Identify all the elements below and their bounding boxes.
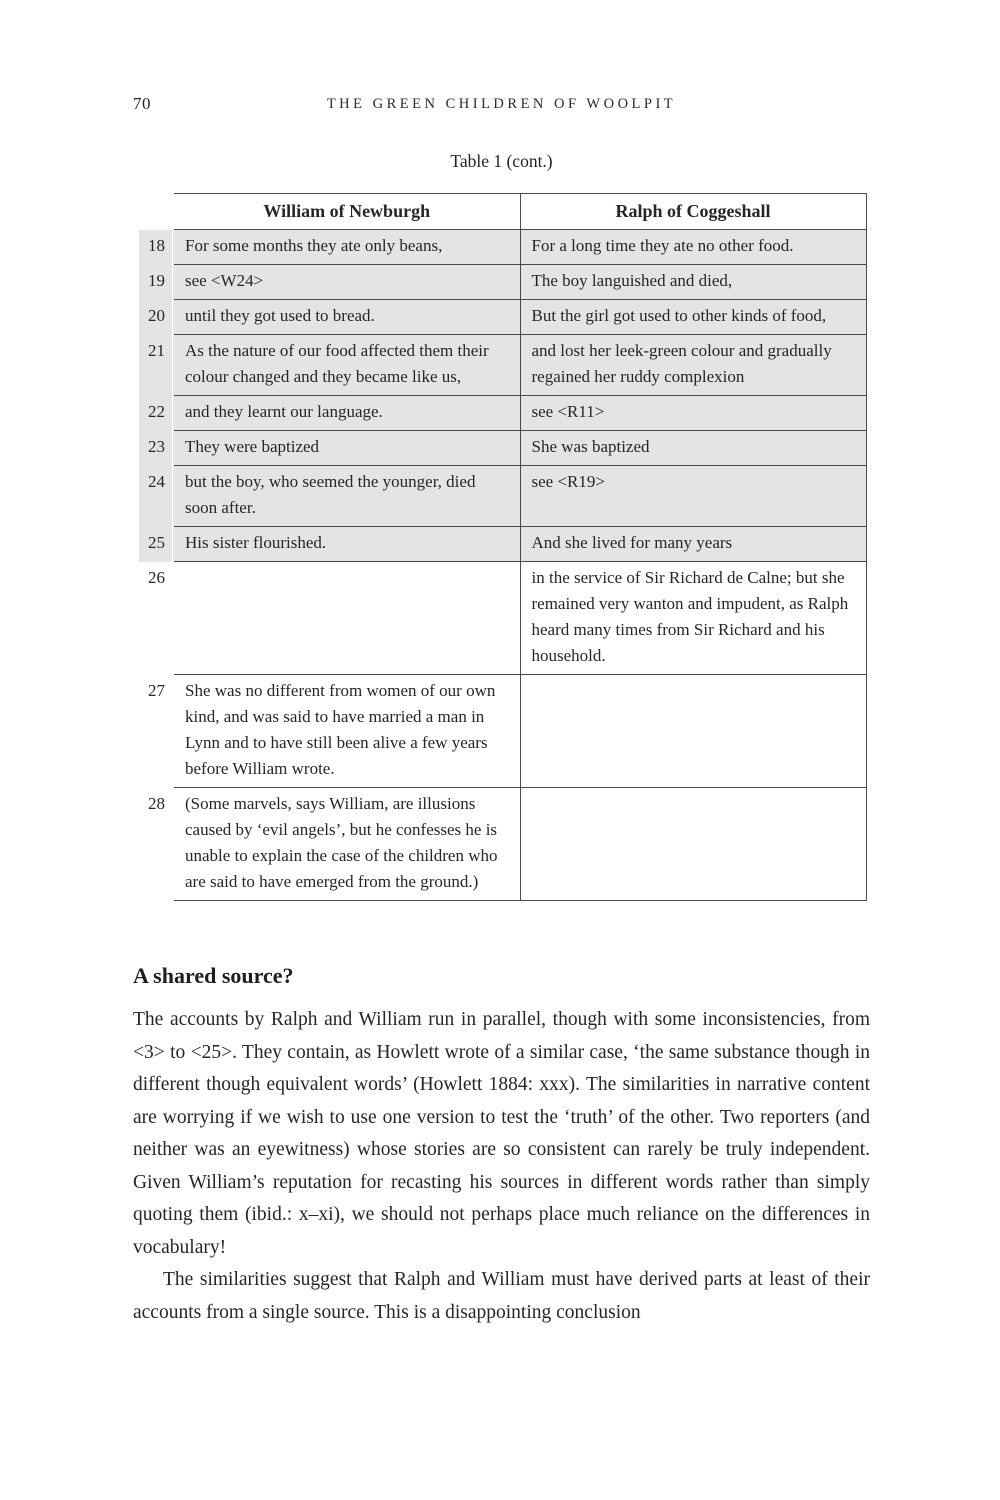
william-cell: His sister flourished. — [173, 527, 520, 562]
row-number: 19 — [139, 265, 173, 300]
comparison-table — [139, 193, 867, 901]
table-row — [139, 431, 866, 466]
table-caption: Table 1 (cont.) — [450, 151, 553, 171]
row-number: 23 — [139, 431, 173, 466]
table-row — [139, 265, 866, 300]
row-number: 22 — [139, 396, 173, 431]
table-row — [139, 527, 866, 562]
column-header-william: William of Newburgh — [173, 194, 520, 230]
ralph-cell: see <R19> — [520, 466, 866, 527]
ralph-cell: see <R11> — [520, 396, 866, 431]
ralph-cell: And she lived for many years — [520, 527, 866, 562]
body-paragraph: The similarities suggest that Ralph and William must have derived parts at least of their accounts from a single source. This is a disappointing conclusion — [133, 1269, 870, 1323]
row-number: 27 — [148, 680, 165, 700]
ralph-cell — [520, 788, 866, 901]
row-number: 26 — [148, 567, 165, 587]
william-cell: For some months they ate only beans, — [173, 230, 520, 265]
section-heading: A shared source? — [133, 963, 294, 988]
william-cell: but the boy, who seemed the younger, died soon after. — [173, 466, 520, 527]
row-number: 18 — [139, 230, 173, 265]
page-number: 70 — [133, 94, 151, 113]
ralph-cell: But the girl got used to other kinds of food, — [520, 300, 866, 335]
ralph-cell: in the service of Sir Richard de Calne; but she remained very wanton and impudent, as Ralph heard many times from Sir Richard and his household. — [520, 562, 866, 675]
body-paragraph: The accounts by Ralph and William run in parallel, though with some inconsistencies, from <3> to <25>. They contain, as Howlett wrote of a similar case, ‘the same substance though in different though equivalent words’ (Howlett 1884: xxx). The similarities in narrative content are worrying if we wish to use one version to test the ‘truth’ of the other. Two reporters (and neither was an eyewitness) whose stories are so consistent can rarely be truly independent. Given William’s reputation for recasting his sources in different words rather than simply quoting them (ibid.: x–xi), we should not perhaps place much reliance on the differences in vocabulary! — [133, 1009, 870, 1258]
ralph-cell: For a long time they ate no other food. — [520, 230, 866, 265]
table-row — [139, 562, 866, 675]
table-row — [139, 788, 866, 901]
ralph-cell — [520, 675, 866, 788]
william-cell: As the nature of our food affected them their colour changed and they became like us, — [173, 335, 520, 396]
table-row — [139, 300, 866, 335]
table-row — [139, 335, 866, 396]
column-header-ralph: Ralph of Coggeshall — [520, 194, 866, 230]
ralph-cell: The boy languished and died, — [520, 265, 866, 300]
william-cell: until they got used to bread. — [173, 300, 520, 335]
comparison-table-wrap — [139, 193, 870, 901]
row-number: 25 — [139, 527, 173, 562]
william-cell: (Some marvels, says William, are illusions caused by ‘evil angels’, but he confesses he is unable to explain the case of the children who are said to have emerged from the ground.) — [173, 788, 520, 901]
row-number: 28 — [148, 793, 165, 813]
table-header-row — [139, 194, 866, 230]
row-number: 20 — [139, 300, 173, 335]
william-cell: see <W24> — [173, 265, 520, 300]
header-gutter — [139, 194, 173, 230]
ralph-cell: and lost her leek-green colour and gradually regained her ruddy complexion — [520, 335, 866, 396]
running-title: THE GREEN CHILDREN OF WOOLPIT — [326, 96, 677, 112]
william-cell — [173, 562, 520, 675]
ralph-cell: She was baptized — [520, 431, 866, 466]
row-number: 21 — [139, 335, 173, 396]
table-row — [139, 466, 866, 527]
comparison-table-body — [139, 230, 866, 901]
table-row — [139, 675, 866, 788]
william-cell: and they learnt our language. — [173, 396, 520, 431]
william-cell: She was no different from women of our own kind, and was said to have married a man in Lynn and to have still been alive a few years before William wrote. — [173, 675, 520, 788]
table-row — [139, 230, 866, 265]
row-number: 24 — [139, 466, 173, 527]
running-header — [133, 0, 870, 118]
table-row — [139, 396, 866, 431]
william-cell: They were baptized — [173, 431, 520, 466]
